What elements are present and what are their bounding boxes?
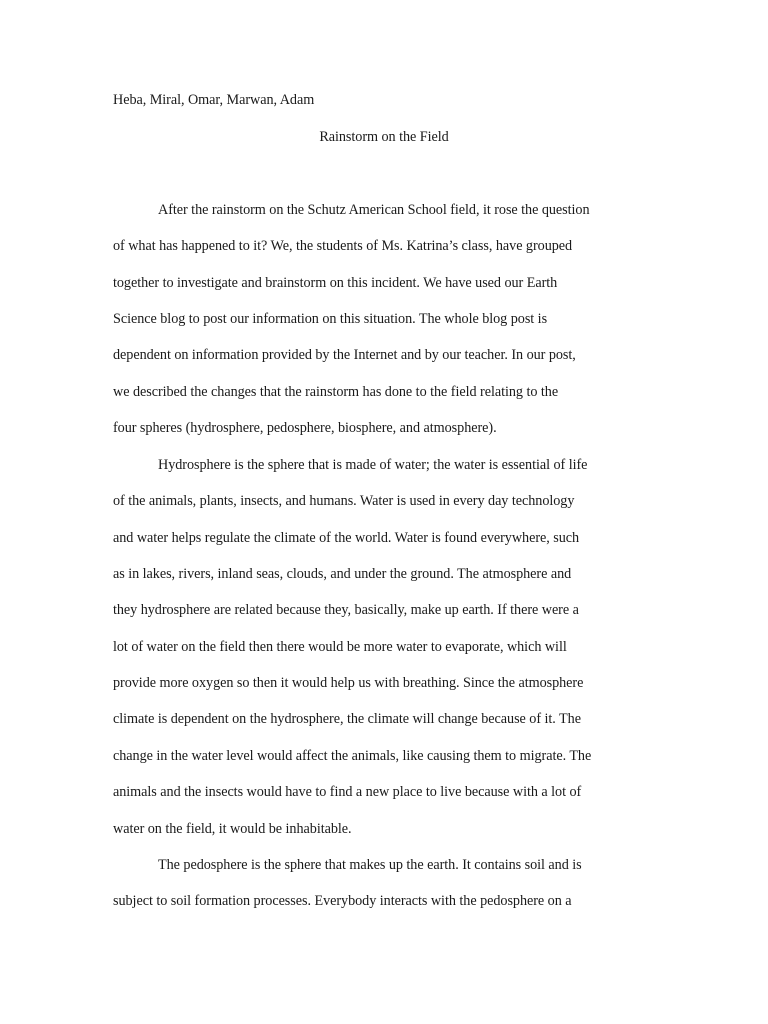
paragraph-line: together to investigate and brainstorm on this incident. We have used our Earth — [113, 275, 558, 291]
paragraph-line: of what has happened to it? We, the students of Ms. Katrina’s class, have grouped — [113, 238, 573, 254]
paragraph-line: After the rainstorm on the Schutz American School field, it rose the question — [158, 202, 590, 218]
paragraph-line: The pedosphere is the sphere that makes up the earth. It contains soil and is — [158, 857, 582, 873]
paragraph-line: they hydrosphere are related because they, basically, make up earth. If there were a — [113, 602, 579, 618]
paragraph-line: lot of water on the field then there would be more water to evaporate, which will — [113, 639, 567, 655]
paragraph-line: change in the water level would affect the animals, like causing them to migrate. The — [113, 748, 592, 764]
paragraph-line: Science blog to post our information on this situation. The whole blog post is — [113, 311, 548, 327]
paragraph-line: provide more oxygen so then it would help us with breathing. Since the atmosphere — [113, 675, 584, 691]
paragraph-line: as in lakes, rivers, inland seas, clouds, and under the ground. The atmosphere and — [113, 566, 572, 582]
paragraph-line: animals and the insects would have to find a new place to live because with a lot of — [113, 784, 582, 800]
paragraph-line: four spheres (hydrosphere, pedosphere, biosphere, and atmosphere). — [113, 420, 497, 436]
paragraph-line: of the animals, plants, insects, and humans. Water is used in every day technology — [113, 493, 575, 509]
paragraph-line: subject to soil formation processes. Everybody interacts with the pedosphere on a — [113, 893, 572, 909]
paragraph-line: dependent on information provided by the Internet and by our teacher. In our post, — [113, 347, 576, 363]
paragraph-line: we described the changes that the rainstorm has done to the field relating to the — [113, 384, 559, 400]
paragraph-line: climate is dependent on the hydrosphere, the climate will change because of it. The — [113, 711, 581, 727]
paragraph-line: water on the field, it would be inhabitable. — [113, 821, 352, 837]
document-title: Rainstorm on the Field — [319, 129, 449, 145]
author-names: Heba, Miral, Omar, Marwan, Adam — [113, 92, 315, 108]
paragraph-line: Hydrosphere is the sphere that is made of water; the water is essential of life — [158, 457, 588, 473]
paragraph-line: and water helps regulate the climate of the world. Water is found everywhere, such — [113, 530, 580, 546]
